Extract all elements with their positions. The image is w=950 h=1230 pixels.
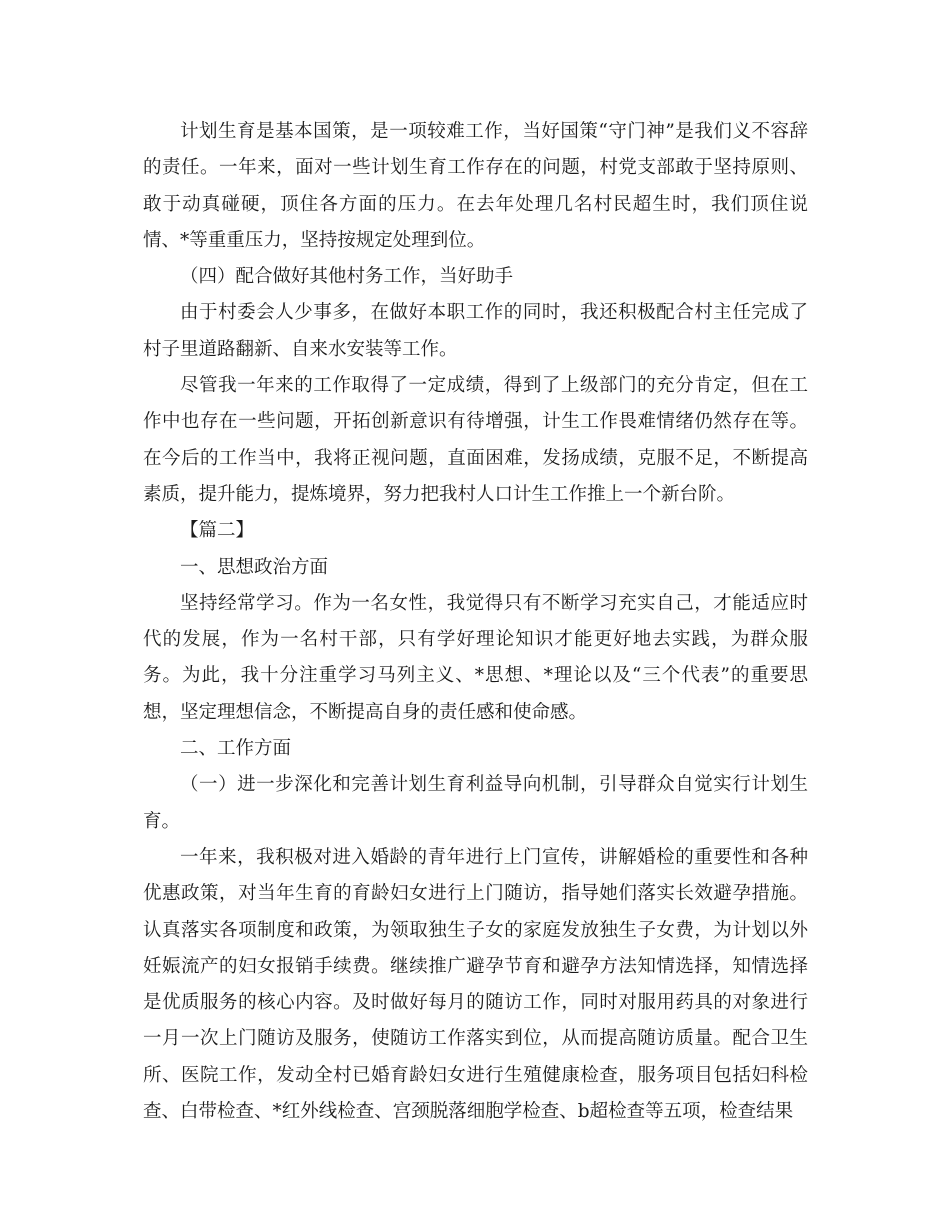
paragraph-family-planning-duty: 计划生育是基本国策，是一项较难工作，当好国策“守门神”是我们义不容辞的责任。一年来，面对一些计划生育工作存在的问题，村党支部敢于坚持原则、敢于动真碰硬，顶住各方面的压力。在去年处理几名村民超生时，我们顶住说情、*等重重压力，坚持按规定处理到位。 bbox=[143, 121, 808, 251]
section-heading-work: 二、工作方面 bbox=[180, 738, 292, 760]
paragraph-study: 坚持经常学习。作为一名女性，我觉得只有不断学习充实自己，才能适应时代的发展，作为一名村干部，只有学好理论知识才能更好地去实践，为群众服务。为此，我十分注重学习马列主义、*思想、*理论以及“三个代表”的重要思想，坚定理想信念，不断提高自身的责任感和使命感。 bbox=[143, 592, 808, 723]
section-heading-assist-village-affairs: （四）配合做好其他村务工作，当好助手 bbox=[180, 266, 514, 288]
section-heading-political: 一、思想政治方面 bbox=[180, 556, 329, 578]
paragraph-work-details: 一年来，我积极对进入婚龄的青年进行上门宣传，讲解婚检的重要性和各种优惠政策，对当年生育的育龄妇女进行上门随访，指导她们落实长效避孕措施。认真落实各项制度和政策，为领取独生子女的家庭发放独生子女费，为计划以外妊娠流产的妇女报销手续费。继续推广避孕节育和避孕方法知情选择，知情选择是优质服务的核心内容。及时做好每月的随访工作，同时对服用药具的对象进行一月一次上门随访及服务，使随访工作落实到位，从而提高随访质量。配合卫生所、医院工作，发动全村已婚育龄妇女进行生殖健康检查，服务项目包括妇科检查、白带检查、*红外线检查、宫颈脱落细胞学检查、b超检查等五项，检查结果 bbox=[143, 846, 808, 1123]
paragraph-summary-shortcomings: 尽管我一年来的工作取得了一定成绩，得到了上级部门的充分肯定，但在工作中也存在一些问题，开拓创新意识有待增强，计生工作畏难情绪仍然存在等。在今后的工作当中，我将正视问题，直面困难，发扬成绩，克服不足，不断提高素质，提升能力，提炼境界，努力把我村人口计生工作推上一个新台阶。 bbox=[143, 375, 808, 505]
paragraph-village-work: 由于村委会人少事多，在做好本职工作的同时，我还积极配合村主任完成了村子里道路翻新、自来水安装等工作。 bbox=[143, 302, 808, 360]
subsection-heading-guidance-mechanism: （一）进一步深化和完善计划生育利益导向机制，引导群众自觉实行计划生育。 bbox=[143, 774, 808, 832]
document-body bbox=[143, 114, 808, 1130]
part-heading: 【篇二】 bbox=[180, 520, 255, 542]
